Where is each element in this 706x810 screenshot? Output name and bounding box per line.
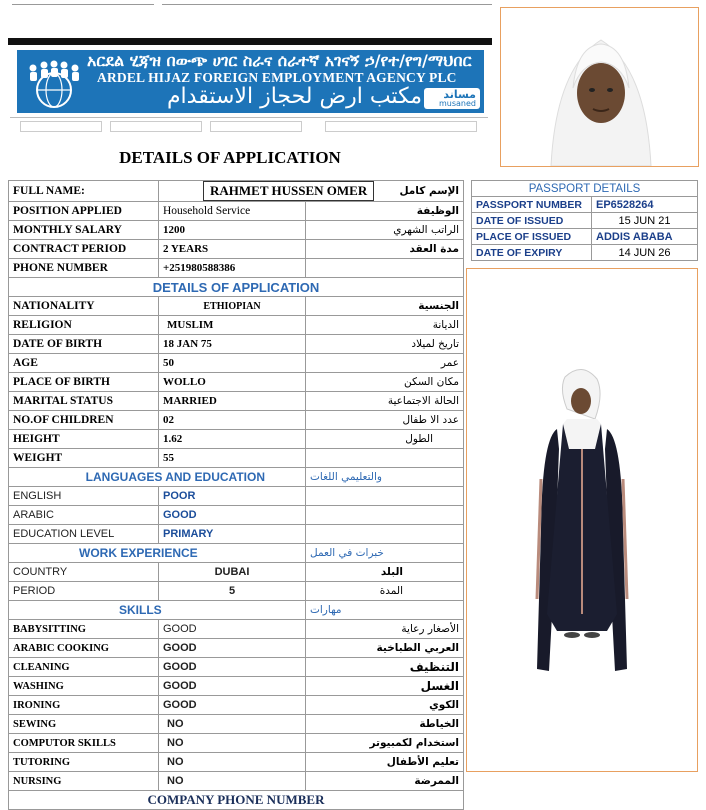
musaned-arabic: مساند: [443, 88, 476, 101]
skill-tutoring-arabic: تعليم الأطفال: [306, 753, 464, 772]
marital-label: MARITAL STATUS: [9, 392, 159, 411]
skill-sewing-arabic: الخياطة: [306, 715, 464, 734]
company-phone-heading: COMPANY PHONE NUMBER: [9, 791, 464, 810]
agency-arabic-name: مكتب ارض لحجاز الاستقدام: [166, 84, 422, 109]
skill-row: [9, 696, 464, 715]
position-value: Household Service: [159, 202, 306, 221]
nationality-arabic: الجنسية: [306, 297, 464, 316]
full-name-row: [9, 181, 464, 202]
contract-arabic: مدة العقد: [306, 240, 464, 259]
place-issued-value: ADDIS ABABA: [592, 229, 698, 245]
contract-value: 2 YEARS: [159, 240, 306, 259]
full-name-label: FULL NAME:: [9, 181, 159, 202]
dob-arabic: تاريخ لميلاد: [306, 335, 464, 354]
skill-nursing-label: NURSING: [9, 772, 159, 791]
date-issued-label: DATE OF ISSUED: [472, 213, 592, 229]
children-arabic: عدد الا طفال: [306, 411, 464, 430]
dob-label: DATE OF BIRTH: [9, 335, 159, 354]
skill-cooking-value: GOOD: [159, 639, 306, 658]
birthplace-value: WOLLO: [159, 373, 306, 392]
skill-washing-value: GOOD: [159, 677, 306, 696]
full-body-figure: [467, 269, 697, 771]
skill-row: [9, 658, 464, 677]
language-row: [9, 506, 464, 525]
phone-value: +251980588386: [159, 259, 306, 278]
arabic-value: GOOD: [159, 506, 306, 525]
date-expiry-label: DATE OF EXPIRY: [472, 245, 592, 261]
age-arabic: عمر: [306, 354, 464, 373]
detail-row: [9, 392, 464, 411]
arabic-label: ARABIC: [9, 506, 159, 525]
children-value: 02: [159, 411, 306, 430]
date-issued-value: 15 JUN 21: [592, 213, 698, 229]
full-name-value: RAHMET HUSSEN OMER: [203, 181, 374, 201]
skills-heading-row: [9, 601, 464, 620]
height-label: HEIGHT: [9, 430, 159, 449]
skill-row: [9, 772, 464, 791]
musaned-name: musaned: [438, 99, 476, 108]
marital-arabic: الحالة الاجتماعية: [306, 392, 464, 411]
detail-row: [9, 297, 464, 316]
salary-arabic: الراتب الشهري: [306, 221, 464, 240]
experience-heading-row: [9, 544, 464, 563]
salary-value: 1200: [159, 221, 306, 240]
passport-row: [472, 245, 698, 261]
dob-value: 18 JAN 75: [159, 335, 306, 354]
marital-value: MARRIED: [159, 392, 306, 411]
weight-label: WEIGHT: [9, 449, 159, 468]
nationality-label: NATIONALITY: [9, 297, 159, 316]
skill-row: [9, 715, 464, 734]
skill-nursing-arabic: الممرضة: [306, 772, 464, 791]
period-value: 5: [159, 582, 306, 601]
period-arabic: المدة: [306, 582, 464, 601]
education-value: PRIMARY: [159, 525, 306, 544]
detail-row: [9, 430, 464, 449]
religion-label: RELIGION: [9, 316, 159, 335]
languages-heading-row: [9, 468, 464, 487]
language-row: [9, 487, 464, 506]
skill-cooking-label: ARABIC COOKING: [9, 639, 159, 658]
full-name-arabic: الإسم كامل: [306, 181, 464, 202]
age-label: AGE: [9, 354, 159, 373]
nationality-value: ETHIOPIAN: [159, 297, 306, 316]
skill-row: [9, 753, 464, 772]
agency-amharic-name: አርደል ሂጃዝ በውጭ ሀገር ስራና ሰራተኛ አገናኝ ኃ/የተ/የግ/ማህበር: [87, 51, 472, 70]
detail-row: [9, 411, 464, 430]
phone-label: PHONE NUMBER: [9, 259, 159, 278]
skill-cleaning-value: GOOD: [159, 658, 306, 677]
skill-washing-label: WASHING: [9, 677, 159, 696]
languages-heading: LANGUAGES AND EDUCATION: [9, 468, 306, 487]
passport-row: [472, 213, 698, 229]
skill-ironing-value: GOOD: [159, 696, 306, 715]
skill-sewing-label: SEWING: [9, 715, 159, 734]
details-heading-row: [9, 278, 464, 297]
banner-rule: [8, 38, 492, 45]
detail-row: [9, 316, 464, 335]
detail-row: [9, 373, 464, 392]
skill-computer-value: NO: [159, 734, 306, 753]
languages-heading-arabic: والتعليمي اللغات: [306, 468, 464, 487]
birthplace-arabic: مكان السكن: [306, 373, 464, 392]
english-value: POOR: [159, 487, 306, 506]
passport-heading: PASSPORT DETAILS: [472, 181, 698, 197]
passport-number-value: EP6528264: [592, 197, 698, 213]
position-label: POSITION APPLIED: [9, 202, 159, 221]
skill-sewing-value: NO: [159, 715, 306, 734]
country-label: COUNTRY: [9, 563, 159, 582]
period-label: PERIOD: [9, 582, 159, 601]
place-issued-label: PLACE OF ISSUED: [472, 229, 592, 245]
phone-row: [9, 259, 464, 278]
portrait-figure: [501, 8, 698, 166]
detail-row: [9, 354, 464, 373]
skill-computer-arabic: استخدام لكمبيوتر: [306, 734, 464, 753]
religion-value: MUSLIM: [159, 316, 306, 335]
country-value: DUBAI: [159, 563, 306, 582]
skill-cleaning-arabic: التنظيف: [306, 658, 464, 677]
experience-heading-arabic: خبرات في العمل: [306, 544, 464, 563]
experience-heading: WORK EXPERIENCE: [9, 544, 306, 563]
age-value: 50: [159, 354, 306, 373]
skill-babysitting-value: GOOD: [159, 620, 306, 639]
religion-arabic: الديانة: [306, 316, 464, 335]
height-value: 1.62: [159, 430, 306, 449]
salary-row: [9, 221, 464, 240]
skill-cooking-arabic: العربي الطباخية: [306, 639, 464, 658]
detail-row: [9, 449, 464, 468]
date-expiry-value: 14 JUN 26: [592, 245, 698, 261]
details-heading: DETAILS OF APPLICATION: [9, 278, 464, 297]
detail-row: [9, 335, 464, 354]
language-row: [9, 525, 464, 544]
agency-logo-icon: [23, 58, 85, 108]
height-arabic: الطول: [306, 430, 464, 449]
skill-tutoring-value: NO: [159, 753, 306, 772]
experience-row: [9, 563, 464, 582]
skill-babysitting-arabic: الأصغار رعاية: [306, 620, 464, 639]
skill-tutoring-label: TUTORING: [9, 753, 159, 772]
skills-heading-arabic: مهارات: [306, 601, 464, 620]
skill-washing-arabic: الغسل: [306, 677, 464, 696]
banner-strip: [10, 117, 488, 132]
musaned-logo: [424, 88, 480, 109]
experience-row: [9, 582, 464, 601]
top-rule-right: [162, 4, 492, 5]
phone-arabic: [306, 259, 464, 278]
skill-babysitting-label: BABYSITTING: [9, 620, 159, 639]
skill-nursing-value: NO: [159, 772, 306, 791]
portrait-photo: [500, 7, 699, 167]
position-row: [9, 202, 464, 221]
education-label: EDUCATION LEVEL: [9, 525, 159, 544]
passport-row: [472, 197, 698, 213]
skill-cleaning-label: CLEANING: [9, 658, 159, 677]
contract-label: CONTRACT PERIOD: [9, 240, 159, 259]
agency-banner: [17, 50, 484, 113]
skills-heading: SKILLS: [9, 601, 306, 620]
birthplace-label: PLACE OF BIRTH: [9, 373, 159, 392]
skill-computer-label: COMPUTOR SKILLS: [9, 734, 159, 753]
passport-number-label: PASSPORT NUMBER: [472, 197, 592, 213]
page-title: DETAILS OF APPLICATION: [119, 148, 341, 167]
footer-row: [9, 791, 464, 810]
full-name-cell: [159, 181, 368, 202]
application-table: [8, 180, 464, 810]
country-arabic: البلد: [306, 563, 464, 582]
position-arabic: الوظيفة: [306, 202, 464, 221]
agency-english-name: ARDEL HIJAZ FOREIGN EMPLOYMENT AGENCY PLC: [97, 70, 457, 85]
passport-row: [472, 229, 698, 245]
children-label: NO.OF CHILDREN: [9, 411, 159, 430]
salary-label: MONTHLY SALARY: [9, 221, 159, 240]
weight-arabic: [306, 449, 464, 468]
skill-ironing-label: IRONING: [9, 696, 159, 715]
weight-value: 55: [159, 449, 306, 468]
contract-row: [9, 240, 464, 259]
top-rule-left: [12, 4, 154, 5]
english-label: ENGLISH: [9, 487, 159, 506]
skill-row: [9, 639, 464, 658]
skill-row: [9, 734, 464, 753]
skill-ironing-arabic: الكوي: [306, 696, 464, 715]
full-body-photo: [466, 268, 698, 772]
skill-row: [9, 620, 464, 639]
skill-row: [9, 677, 464, 696]
passport-table: [471, 180, 698, 261]
